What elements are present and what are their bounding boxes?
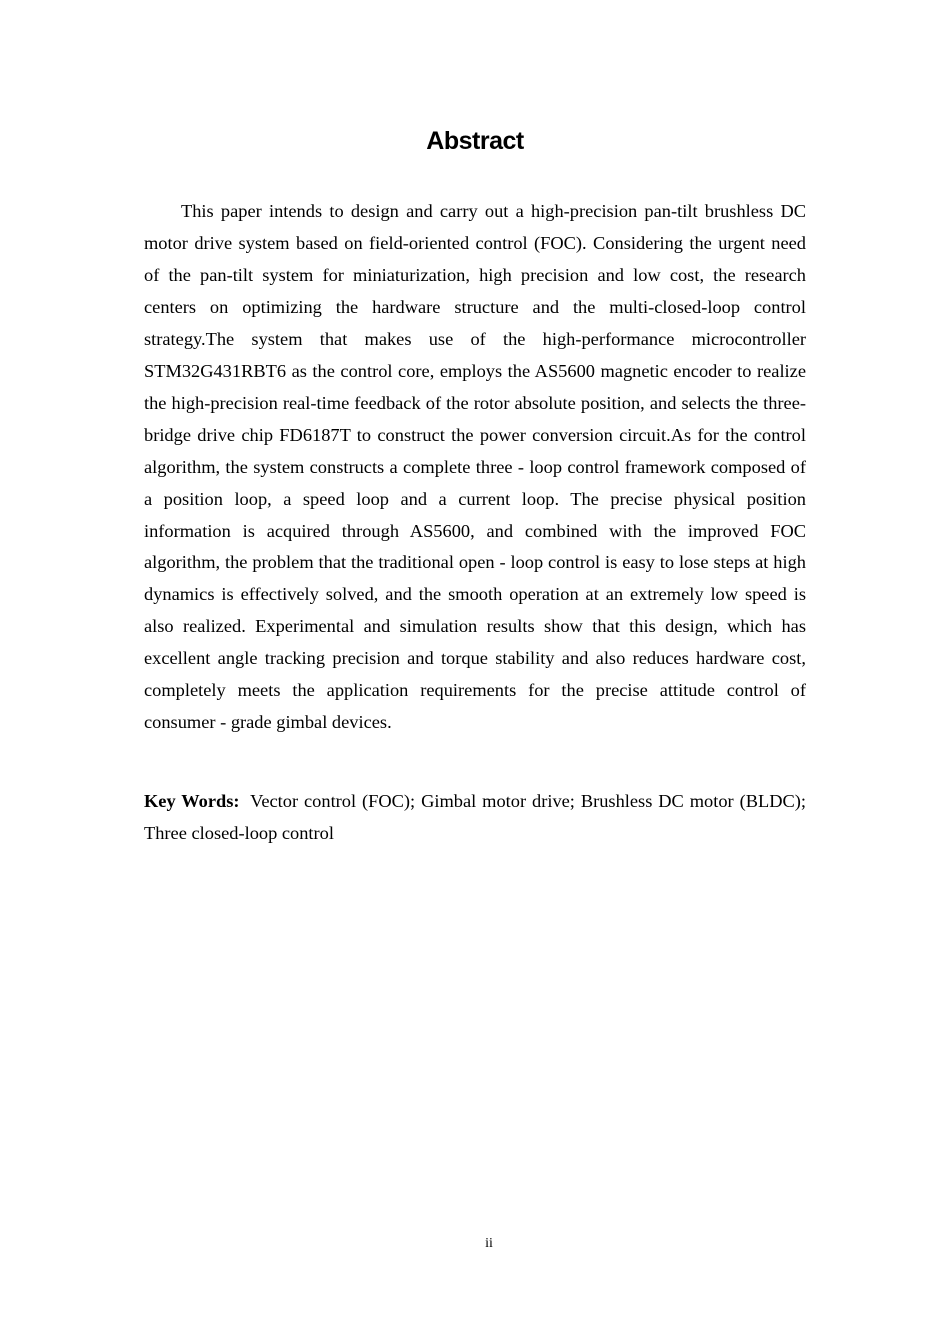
abstract-paragraph: This paper intends to design and carry out a high-precision pan-tilt brushless DC motor drive system based on field-oriented control (FOC). Considering the urgent need of the pan-tilt system for miniaturization, high precision and low cost, the research centers on optimizing the hardware structure and the multi-closed-loop control strategy.The system that makes use of the high-performance microcontroller STM32G431RBT6 as the control core, employs the AS5600 magnetic encoder to realize the high-precision real-time feedback of the rotor absolute position, and selects the three-bridge drive chip FD6187T to construct the power conversion circuit.As for the control algorithm, the system constructs a complete three - loop control framework composed of a position loop, a speed loop and a current loop. The precise physical position information is acquired through AS5600, and combined with the improved FOC algorithm, the problem that the traditional open - loop control is easy to lose steps at high dynamics is effectively solved, and the smooth operation at an extremely low speed is also realized. Experimental and simulation results show that this design, which has excellent angle tracking precision and torque stability and also reduces hardware cost, completely meets the application requirements for the precise attitude control of consumer - grade gimbal devices. — [144, 201, 806, 733]
keywords-section — [144, 786, 806, 850]
keywords-label: Key Words: — [144, 791, 240, 811]
page-number: ii — [485, 1236, 493, 1251]
abstract-title: Abstract — [426, 127, 524, 155]
keywords-list: Vector control (FOC); Gimbal motor drive; Brushless DC motor (BLDC); Three closed-loop control — [144, 791, 807, 843]
